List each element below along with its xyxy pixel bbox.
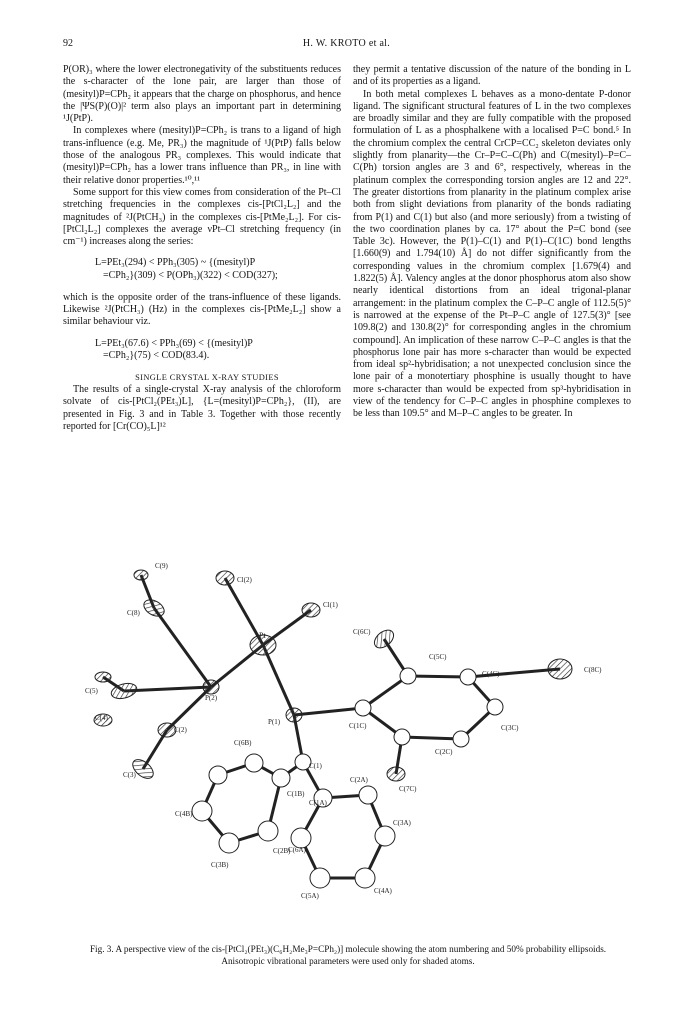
c1c-atom (355, 700, 371, 716)
series-pt-cl-stretching (95, 257, 341, 282)
atom-label: C(7C) (399, 785, 417, 793)
atom-label: Cl(2) (237, 576, 252, 584)
c3c-atom (453, 731, 469, 747)
atom-label: C(8) (127, 609, 140, 617)
c2b-atom (258, 821, 278, 841)
atom-label: C(3A) (393, 819, 411, 827)
atom-label: C(4B) (175, 810, 193, 818)
atom-label: C(6B) (234, 739, 252, 747)
atom-label: C(3B) (211, 861, 229, 869)
c3a-atom (375, 826, 395, 846)
atom-label: C(8C) (584, 666, 602, 674)
paragraph: In complexes where (mesityl)P=CPh₂ is trans to a ligand of high trans-influence (e.g. Me, PR₃) the magnitude of ¹J(PtP) falls below those of the analogous PR₃ complexes. This would indicate that (mesityl)P=CPh₂ has a lower trans influence than PR₃, in line with their relative donor properties.¹⁰,¹¹ (63, 125, 341, 186)
running-head: H. W. KROTO et al. (302, 38, 391, 49)
right-column (353, 64, 631, 421)
atom-label: C(5) (85, 687, 98, 695)
series-coupling-constants (95, 338, 341, 363)
series-line: =CPh₂}(75) < COD(83.4). (103, 350, 210, 362)
c6a-atom (291, 828, 311, 848)
cl1-atom (302, 603, 320, 617)
c8c-atom (548, 659, 572, 679)
c2c-methyl-atom (387, 767, 405, 781)
section-heading: SINGLE CRYSTAL X-RAY STUDIES (135, 372, 279, 382)
figure-caption: Fig. 3. A perspective view of the cis-[PtCl₂(PEt₃)(C₆H₂Me₃P=CPh₂)] molecule showing the atom numbering and 50% probability ellipsoids. Anisotropic vibrational parameters were used only for shaded atoms. (89, 944, 607, 966)
c4c-atom (487, 699, 503, 715)
atom-label: C(3) (123, 771, 136, 779)
atom-label: P(2) (205, 694, 218, 702)
atom-label: C(1) (309, 762, 322, 770)
series-line: L=PEt₃(67.6) < PPh₃(69) < {(mesityl)P (95, 337, 253, 349)
paragraph: which is the opposite order of the trans-influence of these ligands. Likewise ²J(PtCH₃) (Hz) in the complexes cis-[PtMe₂L₂] show a similar behaviour viz. (63, 291, 341, 328)
atom-label: C(1A) (309, 799, 327, 807)
atom-label: C(2) (174, 726, 187, 734)
paragraph: In both metal complexes L behaves as a mono-dentate P-donor ligand. The significant structural features of L in the two complexes are broadly similar and they are fully compatible with the proposed formulation of L as a phosphalkene with a localised P=C bond.⁵ In the chromium complex the central CrCP=CC₂ skeleton deviates only slightly from planarity—the Cr–P=C–C(Ph) and C(mesityl)–P=C–C(Ph) torsion angles are 3 and 6°, respectively, whereas in the platinum complex the corresponding torsion angles are 12 and 22°. The greater distortions from planarity in the platinum complex arise both from slight deviations from planarity of the bonds radiating from P(1) and C(1) but also (and more seriously) from a twisting of the two coordination planes by ca. 17° about the P=C bond (see Table 3c). However, the P(1)–C(1) and P(1)–C(1C) bond lengths [1.660(9) and 1.794(10) Å] do not differ significantly from the corresponding values in the chromium complex [1.679(4) and 1.822(5) Å]. Valency angles at the donor phosphorus atom also show nearly identical distortions from an ideal trigonal-planar arrangement: in the platinum complex the C–P–C angle of 112.5(5)° is narrowed at the expense of the Pt–P–C angle of 127.5(3)° [see 109.8(2) and 130.8(2)° for corresponding angles in the chromium compound]. An implication of these narrow C–P–C angles is that the phosphorus lone pair has more s-character than would be expected from ideal sp²-hybridisation; a not unexpected conclusion since the lone pair of a monotertiary phosphine is usually thought to have more s-character than would be expected from sp³-hybridisation in view of the tendency for C–P–C angles in phosphine complexes to be less than 109.5° and M–P–C angles to be greater. In (353, 88, 631, 420)
atom-label: C(6C) (353, 628, 371, 636)
atom-label: C(4) (95, 714, 108, 722)
c5c-atom (460, 669, 476, 685)
atom-label: C(1B) (287, 790, 305, 798)
paragraph: P(OR)₃ where the lower electronegativity of the substituents reduces the s-character of the lone pair, are larger than those of (mesityl)P=CPh₂ it appears that the charge on phosphorus, and hence the |ΨS(P)(O)|² term also plays an important part in determining ¹J(PtP). (63, 64, 341, 125)
c5a-atom (310, 868, 330, 888)
c5-atom (95, 672, 111, 682)
atom-label: C(5C) (429, 653, 447, 661)
page-number: 92 (63, 38, 73, 49)
atom-label: C(2B) (273, 847, 291, 855)
ortep-diagram (63, 560, 630, 940)
c5b-atom (209, 766, 227, 784)
atom-label: Cl(1) (323, 601, 338, 609)
paragraph: The results of a single-crystal X-ray analysis of the chloroform solvate of cis-[PtCl₂(PEt₃)L], {L=(mesityl)P=CPh₂}, (II), are presented in Fig. 3 and in Table 3. Together with those recently reported for [Cr(CO)₅L]¹² (63, 384, 341, 432)
p1-atom (286, 708, 302, 722)
c9-atom (134, 570, 148, 580)
series-line: =CPh₂}(309) < P(OPh₃)(322) < COD(327); (103, 270, 278, 282)
c4a-atom (355, 868, 375, 888)
c2a-atom (359, 786, 377, 804)
left-column (63, 64, 341, 433)
c4b-atom (192, 801, 212, 821)
c6c-atom (400, 668, 416, 684)
c3b-atom (219, 833, 239, 853)
paragraph: they permit a tentative discussion of the nature of the bonding in L and of its properties as a ligand. (353, 64, 631, 88)
atom-label: P(1) (268, 718, 281, 726)
c6c-methyl-atom (371, 627, 397, 652)
atom-label: Pt (259, 631, 266, 640)
cl2-atom (216, 571, 234, 585)
atom-label: C(6A) (288, 846, 306, 854)
atom-label: C(9) (155, 562, 168, 570)
atom-label: C(1C) (349, 722, 367, 730)
c1b-atom (272, 769, 290, 787)
c6b-atom (245, 754, 263, 772)
atom-label: C(3C) (501, 724, 519, 732)
isotropic-atoms (192, 668, 503, 888)
atom-label: C(2C) (435, 748, 453, 756)
c2c-atom (394, 729, 410, 745)
c8-atom (141, 596, 167, 619)
series-line: L=PEt₃(294) < PPh₃(305) ~ {(mesityl)P (95, 257, 256, 269)
atom-label: C(4A) (374, 887, 392, 895)
p2-atom (203, 680, 219, 694)
atom-label: C(2A) (350, 776, 368, 784)
atom-label: C(5A) (301, 892, 319, 900)
paragraph: Some support for this view comes from consideration of the Pt–Cl stretching frequencies in the complexes cis-[PtCl₂L₂] and the magnitudes of ²J(PtCH₃) in the complexes cis-[PtMe₂L₂]. For cis-[PtCl₂L₂] complexes the average νPt–Cl stretching frequency (in cm⁻¹) increases along the series: (63, 186, 341, 248)
molecular-structure-figure (63, 560, 630, 940)
atom-label: C(4C) (482, 670, 500, 678)
